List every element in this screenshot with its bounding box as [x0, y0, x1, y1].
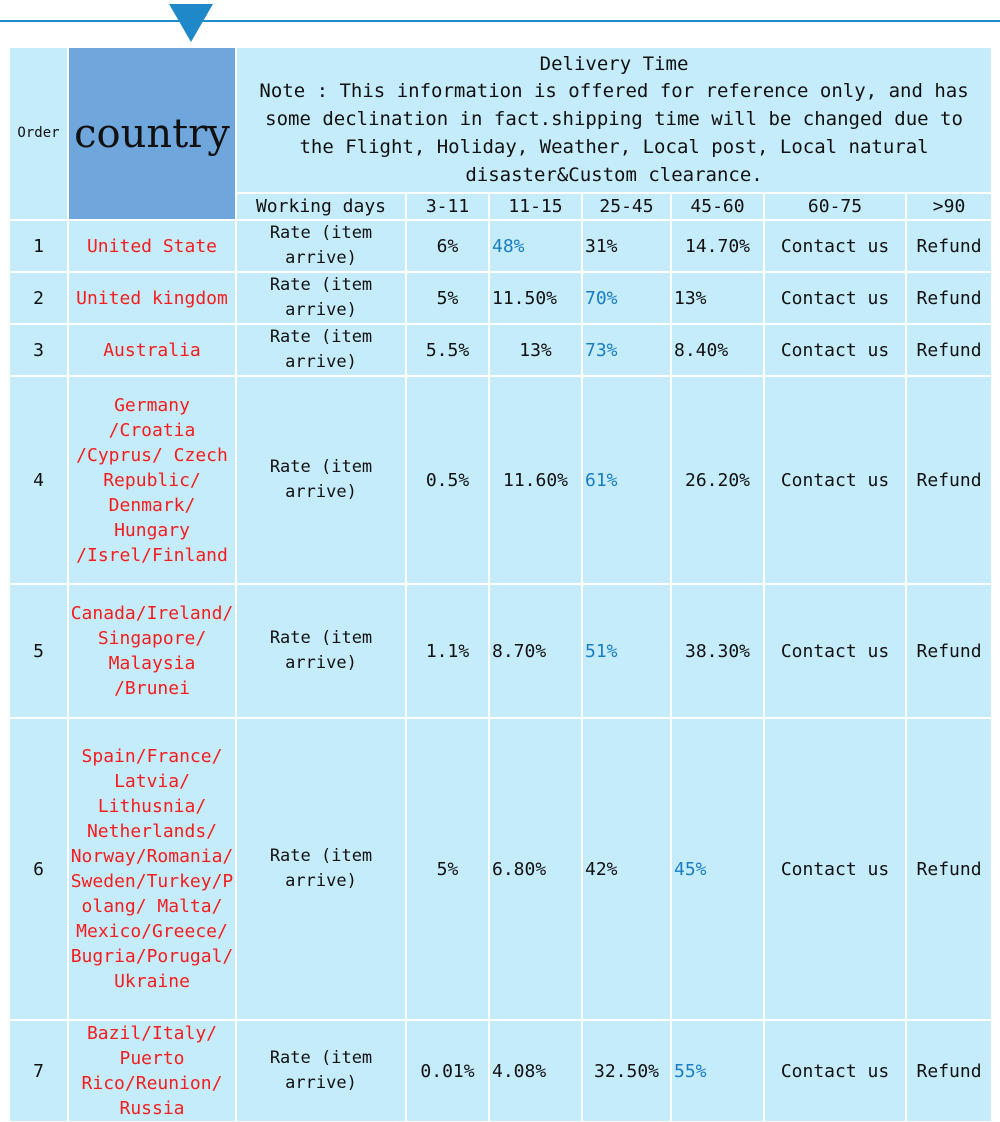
rate-cell: Rate (item arrive) — [236, 220, 406, 272]
rate-60-75-cell: Contact us — [764, 718, 906, 1020]
delivery-time-header — [236, 47, 992, 193]
country-cell: Spain/France/ Latvia/ Lithusnia/ Netherlands/ Norway/Romania/ Sweden/Turkey/P olang/ Malta/ Mexico/Greece/ Bugria/Porugal/ Ukraine — [68, 718, 236, 1020]
order-header: Order — [9, 47, 68, 220]
triangle-marker-icon — [169, 4, 213, 42]
country-cell: Australia — [68, 324, 236, 376]
country-cell: Bazil/Italy/ Puerto Rico/Reunion/ Russia — [68, 1020, 236, 1122]
rate-25-45-cell: 73% — [582, 324, 671, 376]
order-cell: 1 — [9, 220, 68, 272]
rate-11-15-cell: 11.50% — [489, 272, 582, 324]
column-header-25-45: 25-45 — [582, 193, 671, 220]
table-row — [9, 718, 992, 1020]
rate-3-11-cell: 5% — [406, 272, 489, 324]
rate-25-45-cell: 32.50% — [582, 1020, 671, 1122]
rate-45-60-cell: 55% — [671, 1020, 764, 1122]
delivery-time-title: Delivery Time — [539, 52, 689, 75]
table-row — [9, 584, 992, 718]
rate-25-45-cell: 61% — [582, 376, 671, 584]
top-divider-line — [0, 20, 1000, 22]
table-row — [9, 1020, 992, 1122]
rate-25-45-cell: 70% — [582, 272, 671, 324]
column-header-working-days: Working days — [236, 193, 406, 220]
rate-over-90-cell: Refund — [906, 376, 992, 584]
delivery-time-table — [8, 46, 993, 1122]
rate-cell: Rate (item arrive) — [236, 584, 406, 718]
rate-3-11-cell: 1.1% — [406, 584, 489, 718]
country-cell: Canada/Ireland/ Singapore/ Malaysia /Brunei — [68, 584, 236, 718]
rate-25-45-cell: 31% — [582, 220, 671, 272]
country-header: country — [68, 47, 236, 220]
rate-45-60-cell: 13% — [671, 272, 764, 324]
rate-60-75-cell: Contact us — [764, 324, 906, 376]
rate-3-11-cell: 0.5% — [406, 376, 489, 584]
column-header-45-60: 45-60 — [671, 193, 764, 220]
table-row — [9, 376, 992, 584]
rate-11-15-cell: 48% — [489, 220, 582, 272]
rate-25-45-cell: 42% — [582, 718, 671, 1020]
order-cell: 7 — [9, 1020, 68, 1122]
rate-cell: Rate (item arrive) — [236, 376, 406, 584]
rate-60-75-cell: Contact us — [764, 220, 906, 272]
rate-3-11-cell: 5.5% — [406, 324, 489, 376]
rate-cell: Rate (item arrive) — [236, 718, 406, 1020]
order-cell: 4 — [9, 376, 68, 584]
order-cell: 3 — [9, 324, 68, 376]
table-row — [9, 220, 992, 272]
rate-over-90-cell: Refund — [906, 1020, 992, 1122]
rate-45-60-cell: 38.30% — [671, 584, 764, 718]
rate-over-90-cell: Refund — [906, 584, 992, 718]
reference-note: Note : This information is offered for reference only, and has some declination in fact.shipping time will be changed due to the Flight, Holiday, Weather, Local post, Local natural disaster&Custom clearance. — [259, 79, 969, 186]
rate-3-11-cell: 6% — [406, 220, 489, 272]
rate-60-75-cell: Contact us — [764, 584, 906, 718]
country-cell: United kingdom — [68, 272, 236, 324]
rate-cell: Rate (item arrive) — [236, 324, 406, 376]
order-cell: 5 — [9, 584, 68, 718]
rate-45-60-cell: 14.70% — [671, 220, 764, 272]
country-cell: Germany /Croatia /Cyprus/ Czech Republic/ Denmark/ Hungary /Isrel/Finland — [68, 376, 236, 584]
order-cell: 2 — [9, 272, 68, 324]
rate-3-11-cell: 0.01% — [406, 1020, 489, 1122]
rate-11-15-cell: 11.60% — [489, 376, 582, 584]
rate-cell: Rate (item arrive) — [236, 1020, 406, 1122]
rate-45-60-cell: 8.40% — [671, 324, 764, 376]
rate-over-90-cell: Refund — [906, 324, 992, 376]
rate-45-60-cell: 45% — [671, 718, 764, 1020]
rate-11-15-cell: 6.80% — [489, 718, 582, 1020]
rate-45-60-cell: 26.20% — [671, 376, 764, 584]
rate-11-15-cell: 13% — [489, 324, 582, 376]
column-header-over-90: >90 — [906, 193, 992, 220]
rate-over-90-cell: Refund — [906, 220, 992, 272]
rate-60-75-cell: Contact us — [764, 1020, 906, 1122]
rate-25-45-cell: 51% — [582, 584, 671, 718]
rate-60-75-cell: Contact us — [764, 272, 906, 324]
rate-over-90-cell: Refund — [906, 718, 992, 1020]
table-row — [9, 324, 992, 376]
rate-60-75-cell: Contact us — [764, 376, 906, 584]
column-header-60-75: 60-75 — [764, 193, 906, 220]
rate-11-15-cell: 8.70% — [489, 584, 582, 718]
order-cell: 6 — [9, 718, 68, 1020]
rate-11-15-cell: 4.08% — [489, 1020, 582, 1122]
rate-over-90-cell: Refund — [906, 272, 992, 324]
country-cell: United State — [68, 220, 236, 272]
rate-cell: Rate (item arrive) — [236, 272, 406, 324]
column-header-11-15: 11-15 — [489, 193, 582, 220]
table-row — [9, 272, 992, 324]
rate-3-11-cell: 5% — [406, 718, 489, 1020]
column-header-3-11: 3-11 — [406, 193, 489, 220]
